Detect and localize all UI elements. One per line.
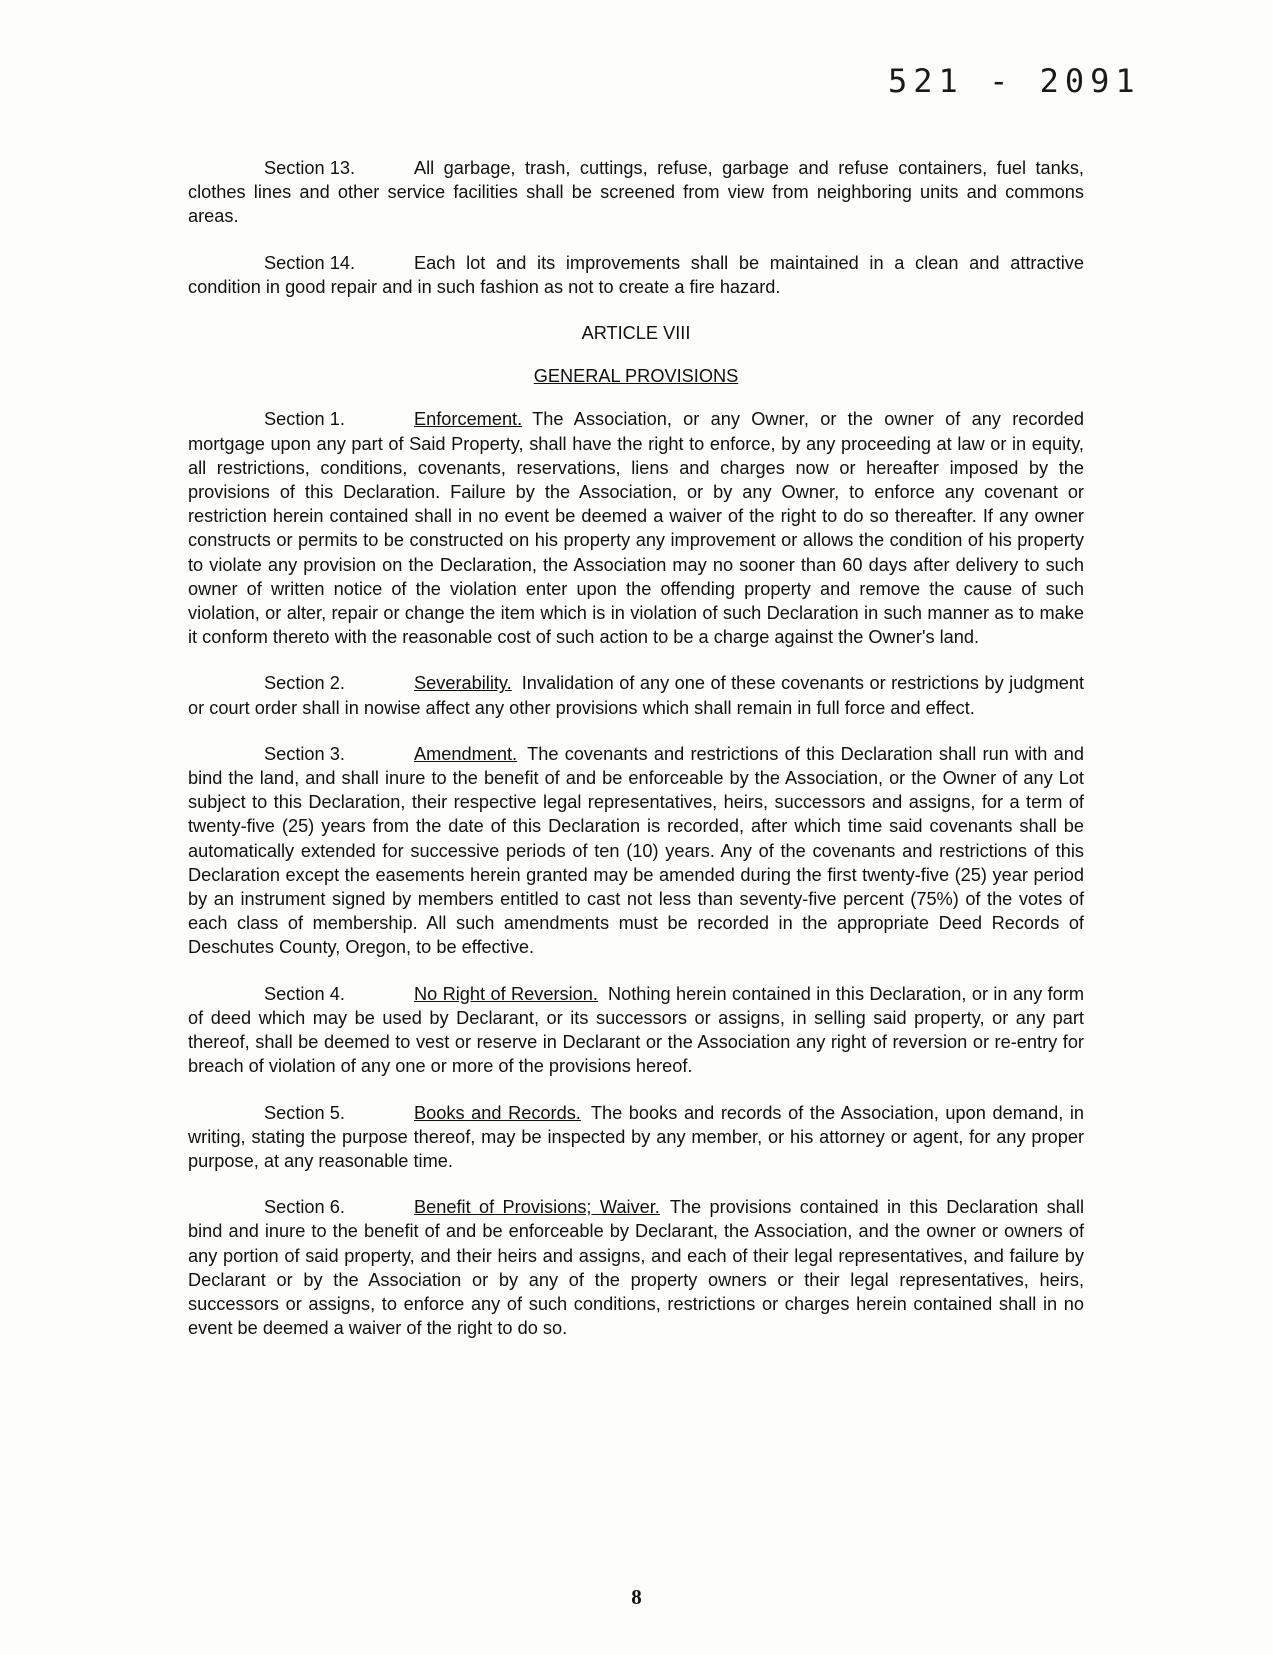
section-text: The books and records of the Association, upon demand, in writing, stating the purpose thereof, may be inspected by any member, or his attorney or agent, for any proper purpose, at any reasonable time. — [188, 1102, 1085, 1171]
section-title: Benefit of Provisions; Waiver. — [414, 1197, 660, 1218]
section-text: Nothing herein contained in this Declaration, or in any form of deed which may be used by Declarant, or its successors or assigns, in selling said property, or any part thereof, shall be deemed to vest or reserve in Declarant or the Association any right of reversion or re-entry for breach of violation of any one or more of the provisions hereof. — [188, 983, 1085, 1077]
section-5 — [188, 1101, 1084, 1174]
section-2 — [188, 671, 1084, 719]
section-3 — [188, 742, 1084, 960]
section-label: Section 2. — [264, 673, 345, 694]
section-text: The Association, or any Owner, or the owner of any recorded mortgage upon any part of Said Property, shall have the right to enforce, by any proceeding at law or in equity, all restrictions, conditions, covenants, reservations, liens and charges now or hereafter imposed by the provisions of this Declaration. Failure by the Association, or by any Owner, to enforce any covenant or restriction herein contained shall in no event be deemed a waiver of the right to do so thereafter. If any owner constructs or permits to be constructed on his property any improvement or allows the condition of his property to violate any provision on the Declaration, the Association may no sooner than 60 days after delivery to such owner of written notice of the violation enter upon the offending property and remove the cause of such violation, or alter, repair or change the item which is in violation of such Declaration in such manner as to make it conform thereto with the reasonable cost of such action to be a charge against the Owner's land. — [188, 409, 1084, 648]
section-13 — [188, 156, 1084, 229]
section-text: All garbage, trash, cuttings, refuse, garbage and refuse containers, fuel tanks, clothes lines and other service facilities shall be screened from view from neighboring units and commons areas. — [188, 158, 1084, 227]
section-text: Invalidation of any one of these covenants or restrictions by judgment or court order shall in nowise affect any other provisions which shall remain in full force and effect. — [188, 673, 1084, 718]
section-title: No Right of Reversion. — [414, 983, 598, 1004]
section-1 — [188, 407, 1084, 649]
section-title: Amendment. — [414, 743, 518, 764]
section-label: Section 4. — [264, 983, 345, 1004]
section-label: Section 6. — [264, 1197, 345, 1218]
recording-stamp: 521 - 2091 — [888, 62, 1141, 100]
section-label: Section 13. — [264, 158, 355, 178]
section-label: Section 1. — [264, 409, 345, 430]
section-text: Each lot and its improvements shall be maintained in a clean and attractive condition in good repair and in such fashion as not to create a fire hazard. — [188, 252, 1084, 297]
section-6 — [188, 1195, 1084, 1340]
section-text: The provisions contained in this Declaration shall bind and inure to the benefit of and be enforceable by Declarant, the Association, and the owner or owners of any portion of said property, and their heirs and assigns, and each of their legal representatives, and failure by Declarant or by the Association or by any of the property owners or their legal representatives, heirs, successors or assigns, to enforce any of such conditions, restrictions or charges herein contained shall in no event be deemed a waiver of the right to do so. — [188, 1197, 1084, 1339]
section-label: Section 14. — [264, 252, 355, 273]
section-label: Section 5. — [264, 1102, 345, 1123]
section-4 — [188, 982, 1084, 1079]
section-label: Section 3. — [264, 743, 345, 764]
section-14 — [188, 251, 1084, 299]
document-body — [188, 156, 1084, 1362]
section-title: Severability. — [414, 673, 512, 694]
section-title: Books and Records. — [414, 1102, 581, 1123]
section-title: Enforcement. — [414, 409, 523, 430]
page-number: 8 — [631, 1585, 642, 1609]
section-text: The covenants and restrictions of this Declaration shall run with and bind the land, and shall inure to the benefit of and be enforceable by the Association, or the Owner of any Lot subject to this Declaration, their respective legal representatives, heirs, successors and assigns, for a term of twenty-five (25) years from the date of this Declaration is recorded, after which time said covenants shall be automatically extended for successive periods of ten (10) years. Any of the covenants and restrictions of this Declaration except the easements herein granted may be amended during the first twenty-five (25) year period by an instrument signed by members entitled to cast not less than seventy-five percent (75%) of the votes of each class of membership. All such amendments must be recorded in the appropriate Deed Records of Deschutes County, Oregon, to be effective. — [188, 743, 1084, 958]
article-number: ARTICLE VIII — [581, 323, 691, 344]
article-title: GENERAL PROVISIONS — [533, 366, 739, 387]
